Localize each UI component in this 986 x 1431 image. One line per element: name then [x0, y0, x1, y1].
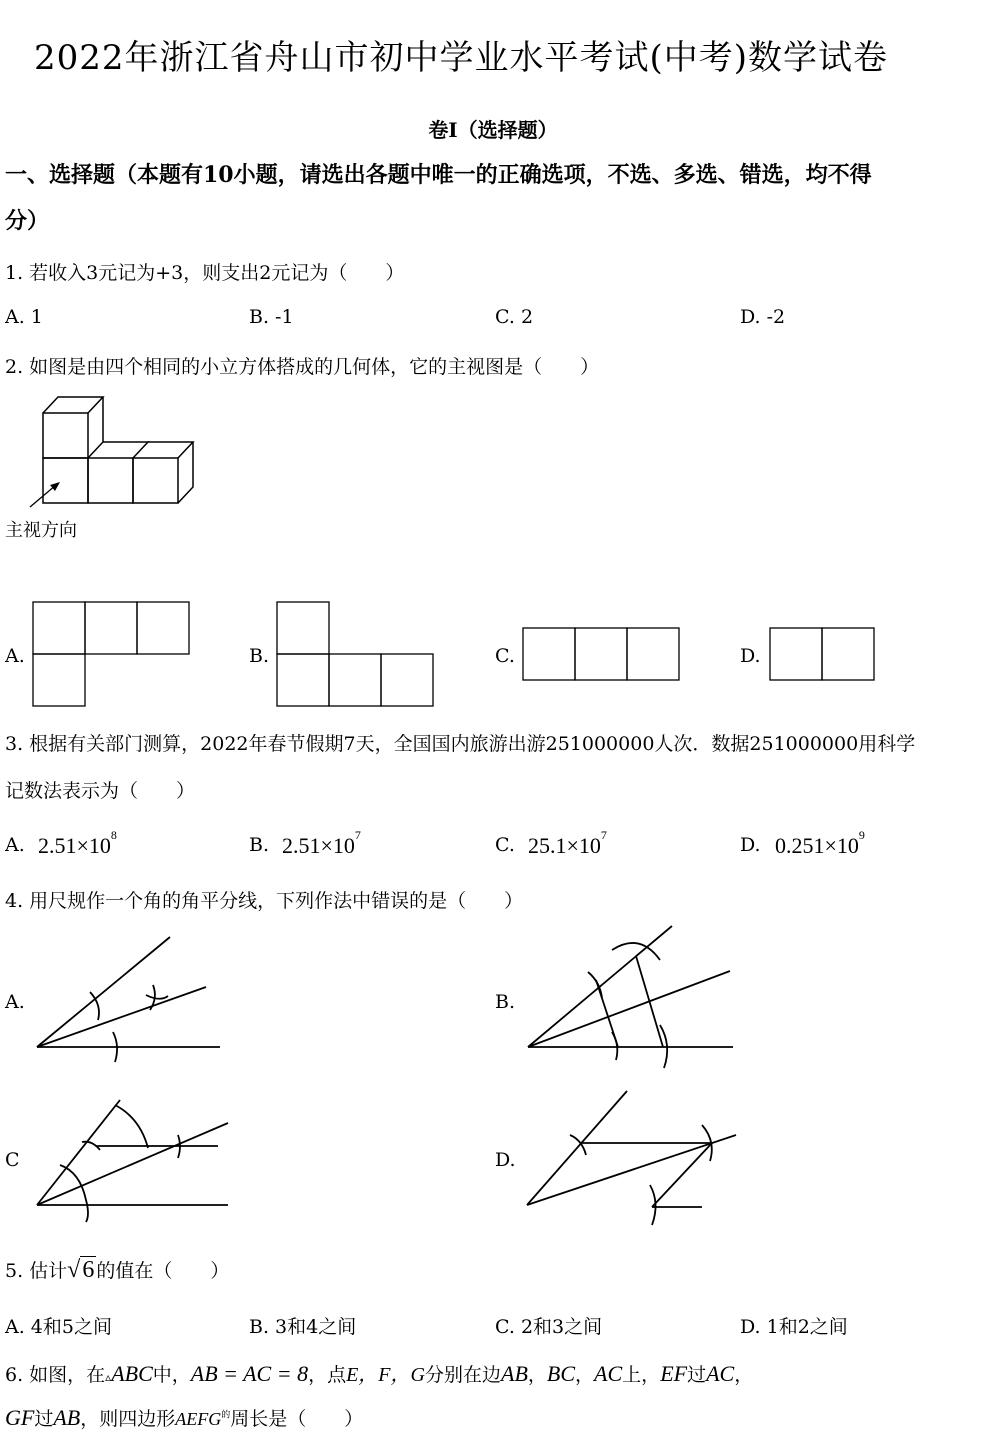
- q2-option-d-figure: [769, 627, 879, 683]
- q2-option-c-figure: [522, 627, 682, 683]
- q2-option-b-figure: [276, 601, 436, 709]
- q2-option-b-letter: B.: [249, 645, 270, 667]
- q4-option-d-letter: D.: [495, 1149, 516, 1171]
- q5-option-d: D. 1和2之间: [740, 1316, 848, 1338]
- q4-option-a-figure: [0, 930, 240, 1070]
- q5-option-b: B. 3和4之间: [249, 1316, 357, 1338]
- q3-option-a-value: $2.51\times 10^8$: [38, 827, 117, 858]
- question-6-stem-line2: GF过AB，则四边形$AEFG^的$周长是（ ）: [5, 1405, 364, 1430]
- question-5-stem: 5. 估计√6 的值在（ ）: [5, 1257, 230, 1283]
- volume-subtitle: 卷Ⅰ（选择题）: [428, 118, 558, 142]
- q2-option-a-figure: [32, 601, 192, 709]
- q4-option-c-figure: [0, 1090, 240, 1220]
- q1-option-b: B. -1: [249, 306, 294, 328]
- question-2-stem: 2. 如图是由四个相同的小立方体搭成的几何体，它的主视图是（ ）: [5, 356, 600, 378]
- question-4-stem: 4. 用尺规作一个角的角平分线，下列作法中错误的是（ ）: [5, 890, 524, 912]
- q1-option-c: C. 2: [495, 306, 534, 328]
- q3-option-d-value: $0.251\times 10^9$: [775, 827, 865, 858]
- q4-option-b-letter: B.: [495, 991, 516, 1013]
- question-3-stem-line1: 3. 根据有关部门测算，2022年春节假期7天，全国国内旅游出游251000000人次．数据251000000用科学: [5, 733, 916, 755]
- q1-option-a: A. 1: [5, 306, 43, 328]
- cube-solid-figure: [0, 390, 210, 515]
- section-heading-line1: 一、选择题（本题有10小题，请选出各题中唯一的正确选项，不选、多选、错选，均不得: [5, 162, 872, 188]
- q2-option-c-letter: C.: [495, 645, 515, 667]
- q3-option-c-value: $25.1\times 10^7$: [528, 827, 607, 858]
- section-heading-line2: 分）: [5, 208, 50, 234]
- q3-option-c-letter: C.: [495, 834, 515, 856]
- question-6-stem-line1: 6. 如图，在▵ABC中，AB = AC = 8，点E，F，G分别在边AB，BC，AC上，EF过AC，: [5, 1361, 754, 1386]
- q3-option-b-value: $2.51\times 10^7$: [282, 827, 361, 858]
- view-direction-label: 主视方向: [5, 520, 77, 541]
- q2-option-a-letter: A.: [5, 645, 25, 667]
- q3-option-d-letter: D.: [740, 834, 761, 856]
- q4-option-d-figure: [490, 1085, 740, 1235]
- q5-option-c: C. 2和3之间: [495, 1316, 603, 1338]
- q4-option-c-letter: C: [5, 1149, 20, 1171]
- q2-option-d-letter: D.: [740, 645, 761, 667]
- question-1-stem: 1. 若收入3元记为+3，则支出2元记为（ ）: [5, 262, 405, 284]
- q1-option-d: D. -2: [740, 306, 786, 328]
- question-3-stem-line2: 记数法表示为（ ）: [5, 780, 196, 802]
- q4-option-a-letter: A.: [5, 991, 25, 1013]
- q5-option-a: A. 4和5之间: [5, 1316, 112, 1338]
- q3-option-b-letter: B.: [249, 834, 270, 856]
- page-title: 2022年浙江省舟山市初中学业水平考试(中考)数学试卷: [34, 38, 889, 78]
- q4-option-b-figure: [490, 920, 740, 1085]
- q3-option-a-letter: A.: [5, 834, 25, 856]
- sqrt-6-expression: √6: [67, 1257, 95, 1283]
